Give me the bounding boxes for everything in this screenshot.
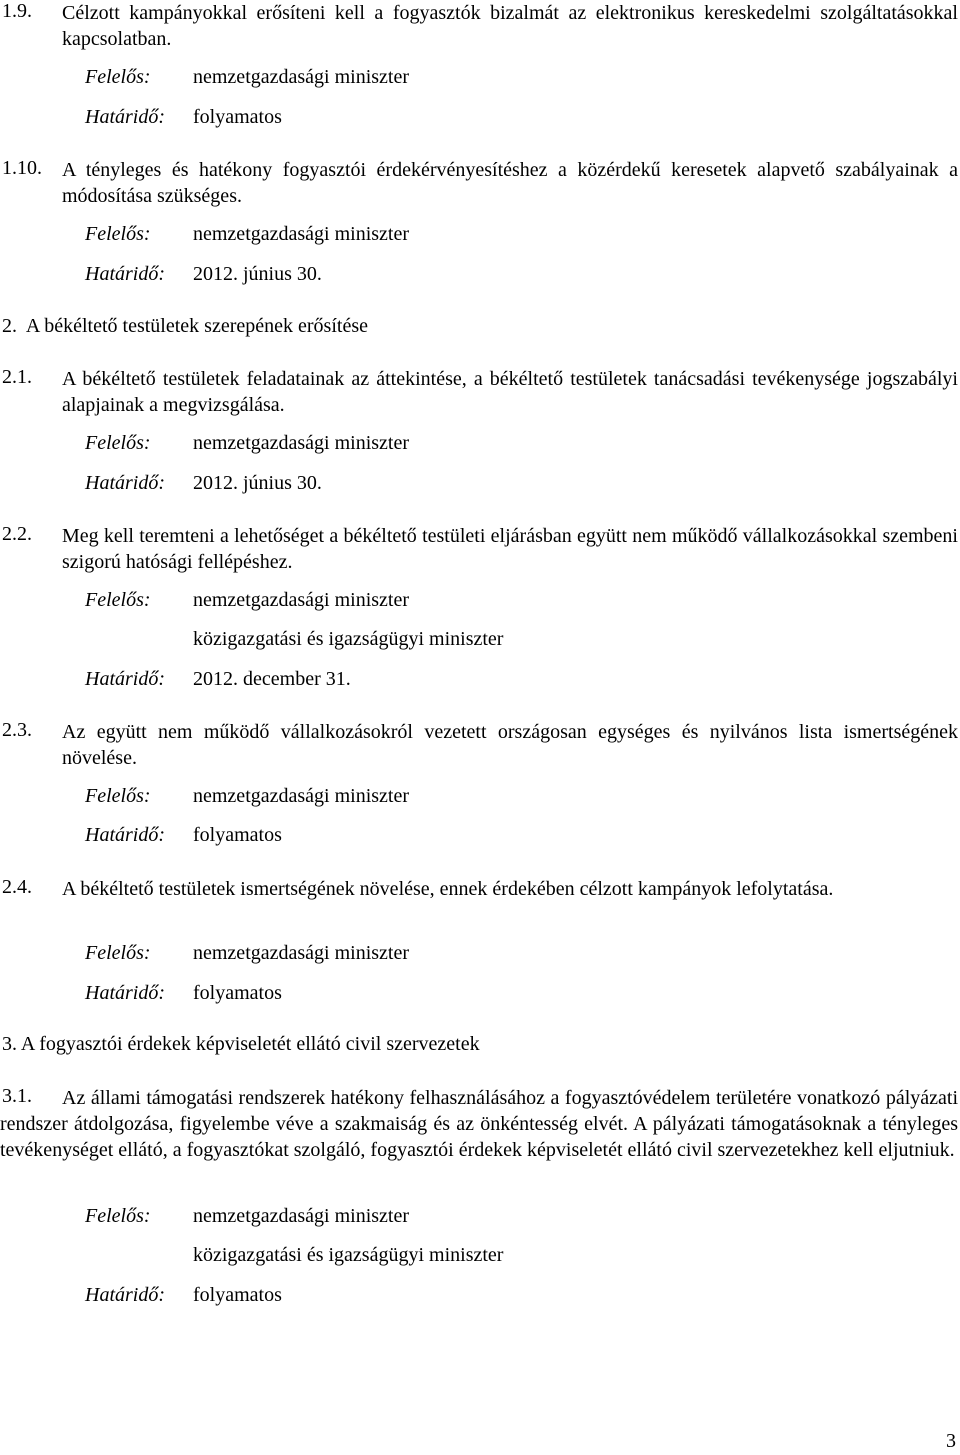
item-number: 2.3.	[2, 719, 32, 741]
item-text: A tényleges és hatékony fogyasztói érdekérvényesítéshez a közérdekű keresetek alapvető szabályainak a módosítása szükséges.	[62, 159, 958, 207]
item-text: Meg kell teremteni a lehetőséget a békéltető testületi eljárásban együtt nem működő vállalkozásokkal szembeni szigorú hatósági fellépéshez.	[62, 525, 958, 573]
deadline-value: folyamatos	[193, 106, 282, 128]
item-number: 2.1.	[2, 366, 32, 388]
item-text: Célzott kampányokkal erősíteni kell a fogyasztók bizalmát az elektronikus kereskedelmi szolgáltatásokkal kapcsolatban.	[62, 2, 958, 50]
responsible-label: Felelős:	[85, 589, 151, 611]
item-number: 1.10.	[2, 157, 42, 179]
deadline-label: Határidő:	[85, 106, 165, 128]
responsible-value: nemzetgazdasági miniszter	[193, 223, 410, 245]
responsible-value: nemzetgazdasági miniszter	[193, 66, 410, 88]
deadline-label: Határidő:	[85, 824, 165, 846]
deadline-label: Határidő:	[85, 982, 165, 1004]
responsible-label: Felelős:	[85, 942, 151, 964]
section-heading-2: 2. A békéltető testületek szerepének erősítése	[2, 315, 368, 337]
item-text: Az állami támogatási rendszerek hatékony felhasználásához a fogyasztóvédelem területére vonatkozó pályázati rendszer átdolgozása, figyelembe véve a szakmaiság és az önkéntesség elvét. A pályázati támogatásoknak a tényleges tevékenységet ellátó, a fogyasztókat szolgáló, fogyasztói érdekek képviseletét ellátó civil szervezetekhez kell eljutniuk.	[0, 1087, 958, 1161]
page-number: 3	[946, 1430, 956, 1452]
item-text: A békéltető testületek ismertségének növelése, ennek érdekében célzott kampányok lefolytatása.	[62, 878, 834, 900]
deadline-label: Határidő:	[85, 1284, 165, 1306]
responsible-value: nemzetgazdasági miniszter	[193, 589, 410, 611]
deadline-value: folyamatos	[193, 982, 282, 1004]
deadline-value: folyamatos	[193, 1284, 282, 1306]
deadline-label: Határidő:	[85, 263, 165, 285]
deadline-label: Határidő:	[85, 472, 165, 494]
deadline-value: folyamatos	[193, 824, 282, 846]
deadline-value: 2012. június 30.	[193, 472, 322, 494]
deadline-value: 2012. december 31.	[193, 668, 351, 690]
responsible-value-2: közigazgatási és igazságügyi miniszter	[193, 628, 504, 650]
responsible-value: nemzetgazdasági miniszter	[193, 785, 410, 807]
responsible-value: nemzetgazdasági miniszter	[193, 432, 410, 454]
responsible-label: Felelős:	[85, 66, 151, 88]
item-number: 1.9.	[2, 0, 32, 22]
responsible-label: Felelős:	[85, 432, 151, 454]
item-number: 2.2.	[2, 523, 32, 545]
deadline-value: 2012. június 30.	[193, 263, 322, 285]
item-text: A békéltető testületek feladatainak az áttekintése, a békéltető testületek tanácsadási tevékenysége jogszabályi alapjainak a megvizsgálása.	[62, 368, 958, 416]
deadline-label: Határidő:	[85, 668, 165, 690]
responsible-value-2: közigazgatási és igazságügyi miniszter	[193, 1244, 504, 1266]
section-heading-3: 3. A fogyasztói érdekek képviseletét ellátó civil szervezetek	[2, 1033, 480, 1055]
item-number: 3.1.	[2, 1085, 32, 1107]
responsible-label: Felelős:	[85, 785, 151, 807]
responsible-value: nemzetgazdasági miniszter	[193, 1205, 410, 1227]
item-text: Az együtt nem működő vállalkozásokról vezetett országosan egységes és nyilvános lista ismertségének növelése.	[62, 721, 958, 769]
responsible-label: Felelős:	[85, 223, 151, 245]
responsible-label: Felelős:	[85, 1205, 151, 1227]
item-number: 2.4.	[2, 876, 32, 898]
responsible-value: nemzetgazdasági miniszter	[193, 942, 410, 964]
